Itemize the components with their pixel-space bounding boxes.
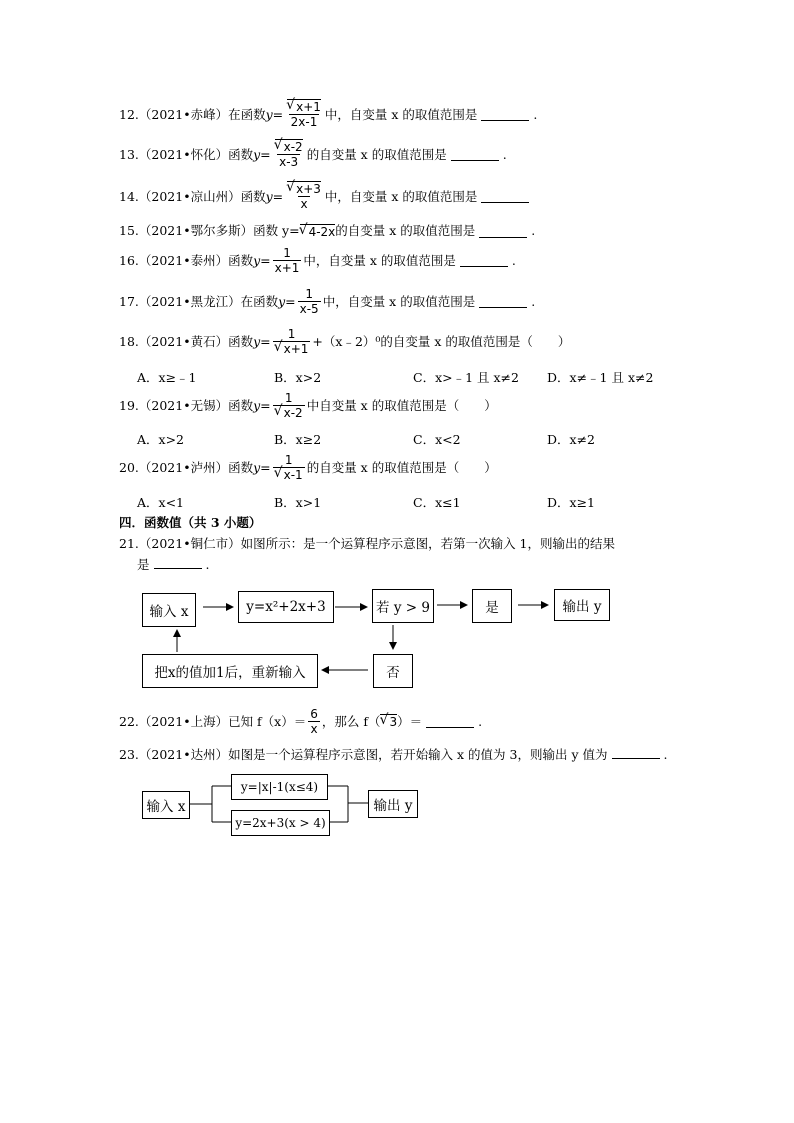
option-a[interactable]: A．x≥﹣1	[137, 370, 197, 385]
question-text: 17.（2021•黑龙江）在函数	[119, 293, 279, 309]
question-21-line1: 21.（2021•铜仁市）如图所示：是一个运算程序示意图，若第一次输入 1，则输出的结果	[119, 536, 615, 551]
option-b[interactable]: B．x>2	[274, 370, 322, 385]
denominator: x	[310, 722, 318, 736]
question-text: 19.（2021•无锡）函数	[119, 397, 254, 413]
numerator: 1	[284, 391, 293, 405]
function-y: y=	[253, 252, 271, 268]
denominator: x-3	[279, 155, 299, 169]
question-text: 是	[137, 557, 150, 572]
question-text: 中，自变量 x 的取值范围是	[303, 252, 456, 268]
period: .	[205, 557, 210, 572]
option-a[interactable]: A．x>2	[137, 432, 185, 447]
question-text: 的自变量 x 的取值范围是	[306, 146, 447, 162]
radical: √ 4-2x	[300, 224, 336, 239]
period: .	[531, 293, 536, 309]
question-text: 中自变量 x 的取值范围是（ ）	[306, 397, 497, 413]
flow2-input-box: 输入 x	[142, 791, 190, 819]
question-text: 中，自变量 x 的取值范围是	[322, 293, 476, 309]
question-text: 22.（2021•上海）已知 f（x）＝	[119, 713, 307, 729]
option-c[interactable]: C．x>﹣1 且 x≠2	[413, 370, 519, 385]
flow2-output-box: 输出 y	[368, 790, 418, 818]
period: .	[663, 747, 668, 762]
option-c[interactable]: C．x<2	[413, 432, 461, 447]
function-y: y=	[253, 146, 271, 162]
numerator: 1	[305, 287, 313, 301]
question-text: 20.（2021•泸州）函数	[119, 459, 254, 475]
question-text: 15.（2021•鄂尔多斯）函数 y=	[119, 223, 300, 238]
question-text: 16.（2021•泰州）函数	[119, 252, 254, 268]
option-b[interactable]: B．x≥2	[274, 432, 322, 447]
question-text: 12.（2021•赤峰）在函数	[119, 106, 266, 122]
option-d[interactable]: D．x≥1	[547, 495, 595, 510]
question-text: 14.（2021•凉山州）函数	[119, 188, 266, 204]
flow-no-box: 否	[373, 654, 413, 688]
numerator: 1	[284, 453, 293, 467]
option-d[interactable]: D．x≠2	[547, 432, 595, 447]
question-text: 18.（2021•黄石）函数	[119, 333, 254, 349]
numerator: 1	[283, 246, 291, 260]
period: .	[478, 713, 483, 729]
denominator: x+1	[274, 261, 300, 275]
numerator-radical: √ x+1	[287, 99, 321, 114]
function-y: y=	[278, 293, 296, 309]
flow-input-box: 输入 x	[142, 593, 196, 627]
option-d[interactable]: D．x≠﹣1 且 x≠2	[547, 370, 654, 385]
option-a[interactable]: A．x<1	[137, 495, 185, 510]
period: .	[502, 146, 507, 162]
option-b[interactable]: B．x>1	[274, 495, 322, 510]
period: .	[531, 223, 536, 238]
numerator-radical: √ x+3	[287, 181, 321, 196]
flow-output-box: 输出 y	[554, 589, 610, 621]
flow-yes-box: 是	[472, 589, 512, 623]
question-text: 13.（2021•怀化）函数	[119, 146, 254, 162]
denominator-radical: √ x-2	[275, 405, 303, 420]
denominator: x	[300, 197, 308, 211]
question-text: 的自变量 x 的取值范围是（ ）	[306, 459, 497, 475]
denominator-radical: √ x-1	[275, 467, 303, 482]
period: .	[533, 106, 538, 122]
function-y: y=	[253, 459, 271, 475]
flow-condition-box: 若 y > 9	[372, 589, 434, 623]
flow2-top-box: y=|x|-1(x≤4)	[231, 774, 328, 800]
denominator-radical: √ x+1	[275, 341, 309, 356]
function-y: y=	[253, 397, 271, 413]
radical: √ 3	[380, 714, 397, 729]
question-text: +（x﹣2）⁰的自变量 x 的取值范围是（ ）	[312, 333, 571, 349]
question-text: ）＝	[397, 713, 423, 729]
question-text: 的自变量 x 的取值范围是	[335, 223, 476, 238]
period: .	[511, 252, 516, 268]
denominator: x-5	[299, 302, 319, 316]
question-text: 中，自变量 x 的取值范围是	[324, 188, 478, 204]
flow-formula-box: y=x²+2x+3	[238, 591, 334, 623]
function-y: y=	[265, 106, 284, 122]
flow2-bottom-box: y=2x+3(x > 4)	[231, 810, 330, 836]
function-y: y=	[253, 333, 271, 349]
option-c[interactable]: C．x≤1	[413, 495, 461, 510]
numerator: 1	[287, 327, 296, 341]
flow-loop-box: 把x的值加1后，重新输入	[142, 654, 318, 688]
section-heading: 四．函数值（共 3 小题）	[119, 515, 262, 530]
question-text: 中，自变量 x 的取值范围是	[324, 106, 478, 122]
question-text: ，那么 f（	[321, 713, 381, 729]
numerator-radical: √ x-2	[275, 139, 303, 154]
question-text: 23.（2021•达州）如图是一个运算程序示意图，若开始输入 x 的值为 3，则输出 y 值为	[119, 747, 608, 762]
numerator: 6	[310, 707, 318, 721]
denominator: 2x-1	[290, 115, 318, 129]
function-y: y=	[265, 188, 284, 204]
